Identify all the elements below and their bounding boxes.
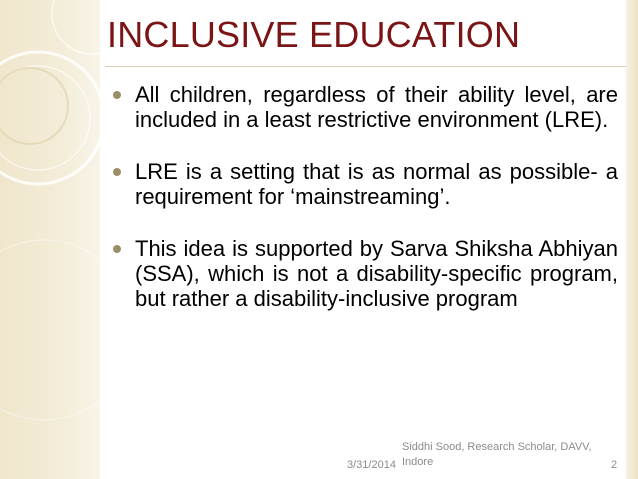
bullet-item [112,236,618,311]
bullet-text: LRE is a setting that is as normal as possible- a requirement for ‘mainstreaming’. [135,159,618,209]
footer-author: Siddhi Sood, Research Scholar, DAVV, Indore [402,441,592,468]
bullet-dot-icon [113,245,121,253]
title-divider [105,66,626,67]
bullet-text: This idea is supported by Sarva Shiksha Abhiyan (SSA), which is not a disability-specific program, but rather a disability-inclusive program [135,236,618,311]
decorative-circles-graphic [0,0,100,479]
decorative-side-panel [0,0,100,479]
slide-number: 2 [611,459,618,471]
bullet-item [112,159,618,209]
bullet-dot-icon [113,91,121,99]
bullet-text: All children, regardless of their ability level, are included in a least restrictive environment (LRE). [135,82,618,132]
slide-title: INCLUSIVE EDUCATION [107,14,521,55]
bullet-dot-icon [113,168,121,176]
decorative-right-edge [626,0,638,479]
footer-date: 3/31/2014 [347,459,396,471]
bullet-item [112,82,618,132]
bullet-list [112,82,618,338]
